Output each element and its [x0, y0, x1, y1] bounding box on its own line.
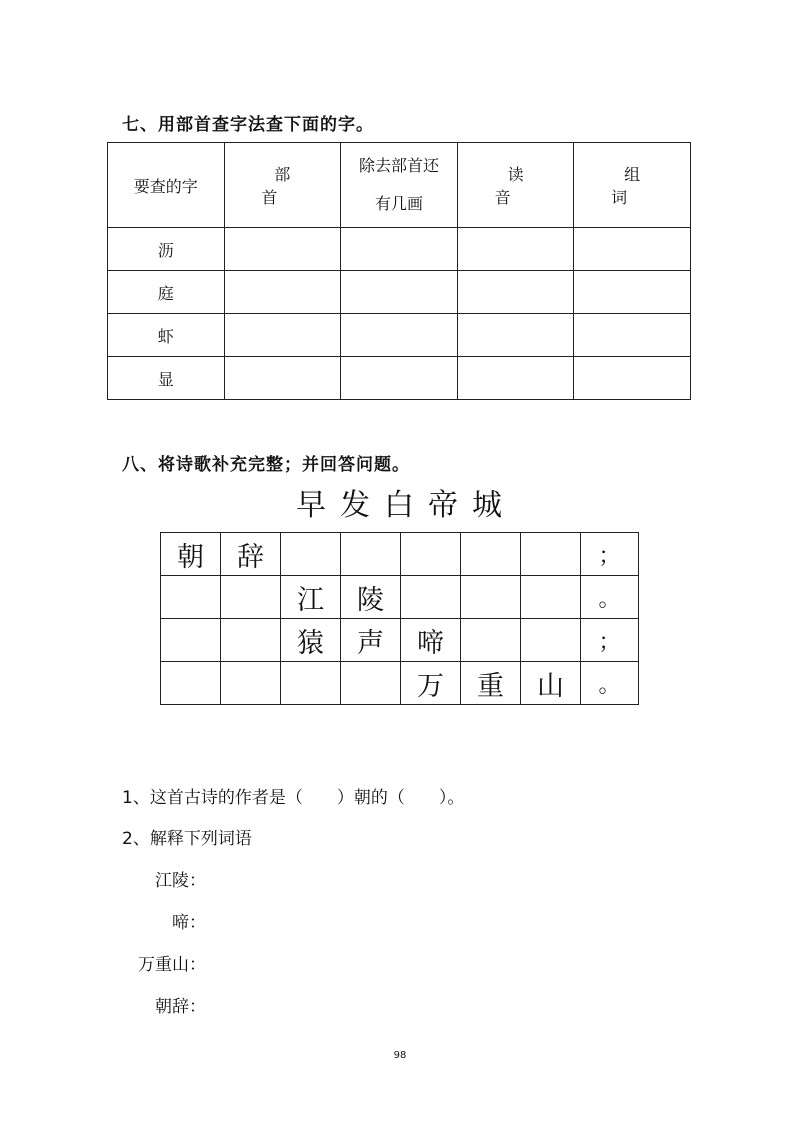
poem-line — [161, 533, 639, 576]
lookup-char: 虾 — [108, 314, 225, 357]
poem-cell[interactable]: 辞 — [221, 533, 281, 576]
poem-cell[interactable] — [341, 533, 401, 576]
term-zhaoci: 朝辞： — [155, 997, 206, 1017]
lookup-char: 庭 — [108, 271, 225, 314]
poem-cell[interactable] — [221, 619, 281, 662]
table-row — [108, 271, 691, 314]
term-ti: 啼： — [172, 913, 206, 933]
poem-cell[interactable]: 山 — [521, 662, 581, 705]
poem-punctuation: 。 — [581, 662, 639, 705]
answer-cell[interactable] — [574, 271, 691, 314]
answer-cell[interactable] — [341, 271, 458, 314]
answer-cell[interactable] — [457, 314, 574, 357]
poem-fill-grid — [160, 532, 639, 705]
answer-cell[interactable] — [224, 314, 341, 357]
poem-cell[interactable]: 重 — [461, 662, 521, 705]
table-row — [108, 314, 691, 357]
poem-title: 早发白帝城 — [296, 488, 516, 523]
poem-cell[interactable] — [221, 662, 281, 705]
poem-cell[interactable]: 陵 — [341, 576, 401, 619]
answer-cell[interactable] — [574, 228, 691, 271]
table-row — [108, 228, 691, 271]
answer-cell[interactable] — [341, 357, 458, 400]
poem-cell[interactable]: 江 — [281, 576, 341, 619]
table-row — [108, 357, 691, 400]
answer-cell[interactable] — [341, 228, 458, 271]
poem-cell[interactable] — [461, 576, 521, 619]
question-1: 1、这首古诗的作者是（ ）朝的（ ）。 — [122, 788, 465, 808]
answer-cell[interactable] — [457, 228, 574, 271]
page-number: 98 — [393, 1050, 407, 1061]
answer-cell[interactable] — [457, 357, 574, 400]
answer-cell[interactable] — [574, 357, 691, 400]
answer-cell[interactable] — [224, 357, 341, 400]
poem-punctuation: ； — [581, 533, 639, 576]
poem-cell[interactable] — [281, 662, 341, 705]
poem-cell[interactable]: 啼 — [401, 619, 461, 662]
answer-cell[interactable] — [574, 314, 691, 357]
header-word-group: 组 词 — [574, 143, 691, 228]
poem-cell[interactable] — [161, 619, 221, 662]
poem-line — [161, 576, 639, 619]
poem-cell[interactable] — [461, 619, 521, 662]
lookup-char: 沥 — [108, 228, 225, 271]
poem-line — [161, 619, 639, 662]
question-2: 2、解释下列词语 — [122, 829, 252, 849]
poem-cell[interactable] — [161, 662, 221, 705]
poem-punctuation: ； — [581, 619, 639, 662]
term-wanchongshan: 万重山： — [138, 955, 206, 975]
poem-cell[interactable]: 朝 — [161, 533, 221, 576]
section-7-heading: 七、用部首查字法查下面的字。 — [122, 115, 374, 135]
poem-cell[interactable] — [521, 533, 581, 576]
poem-cell[interactable] — [401, 576, 461, 619]
poem-punctuation: 。 — [581, 576, 639, 619]
radical-lookup-table — [107, 142, 709, 400]
section-8-heading: 八、将诗歌补充完整；并回答问题。 — [122, 455, 410, 475]
answer-cell[interactable] — [224, 271, 341, 314]
poem-cell[interactable] — [221, 576, 281, 619]
answer-cell[interactable] — [224, 228, 341, 271]
poem-cell[interactable]: 猿 — [281, 619, 341, 662]
poem-cell[interactable] — [401, 533, 461, 576]
answer-cell[interactable] — [457, 271, 574, 314]
poem-cell[interactable] — [161, 576, 221, 619]
term-jiangling: 江陵： — [155, 871, 206, 891]
poem-cell[interactable]: 声 — [341, 619, 401, 662]
poem-line — [161, 662, 639, 705]
poem-cell[interactable] — [521, 576, 581, 619]
header-char: 要查的字 — [108, 143, 225, 228]
header-stroke-count: 除去部首还 有几画 — [341, 143, 458, 228]
answer-cell[interactable] — [341, 314, 458, 357]
poem-cell[interactable]: 万 — [401, 662, 461, 705]
header-radical: 部 首 — [224, 143, 341, 228]
poem-cell[interactable] — [341, 662, 401, 705]
header-pronunciation: 读 音 — [457, 143, 574, 228]
poem-cell[interactable] — [461, 533, 521, 576]
poem-cell[interactable] — [281, 533, 341, 576]
table-header-row — [108, 143, 691, 228]
lookup-char: 显 — [108, 357, 225, 400]
poem-cell[interactable] — [521, 619, 581, 662]
